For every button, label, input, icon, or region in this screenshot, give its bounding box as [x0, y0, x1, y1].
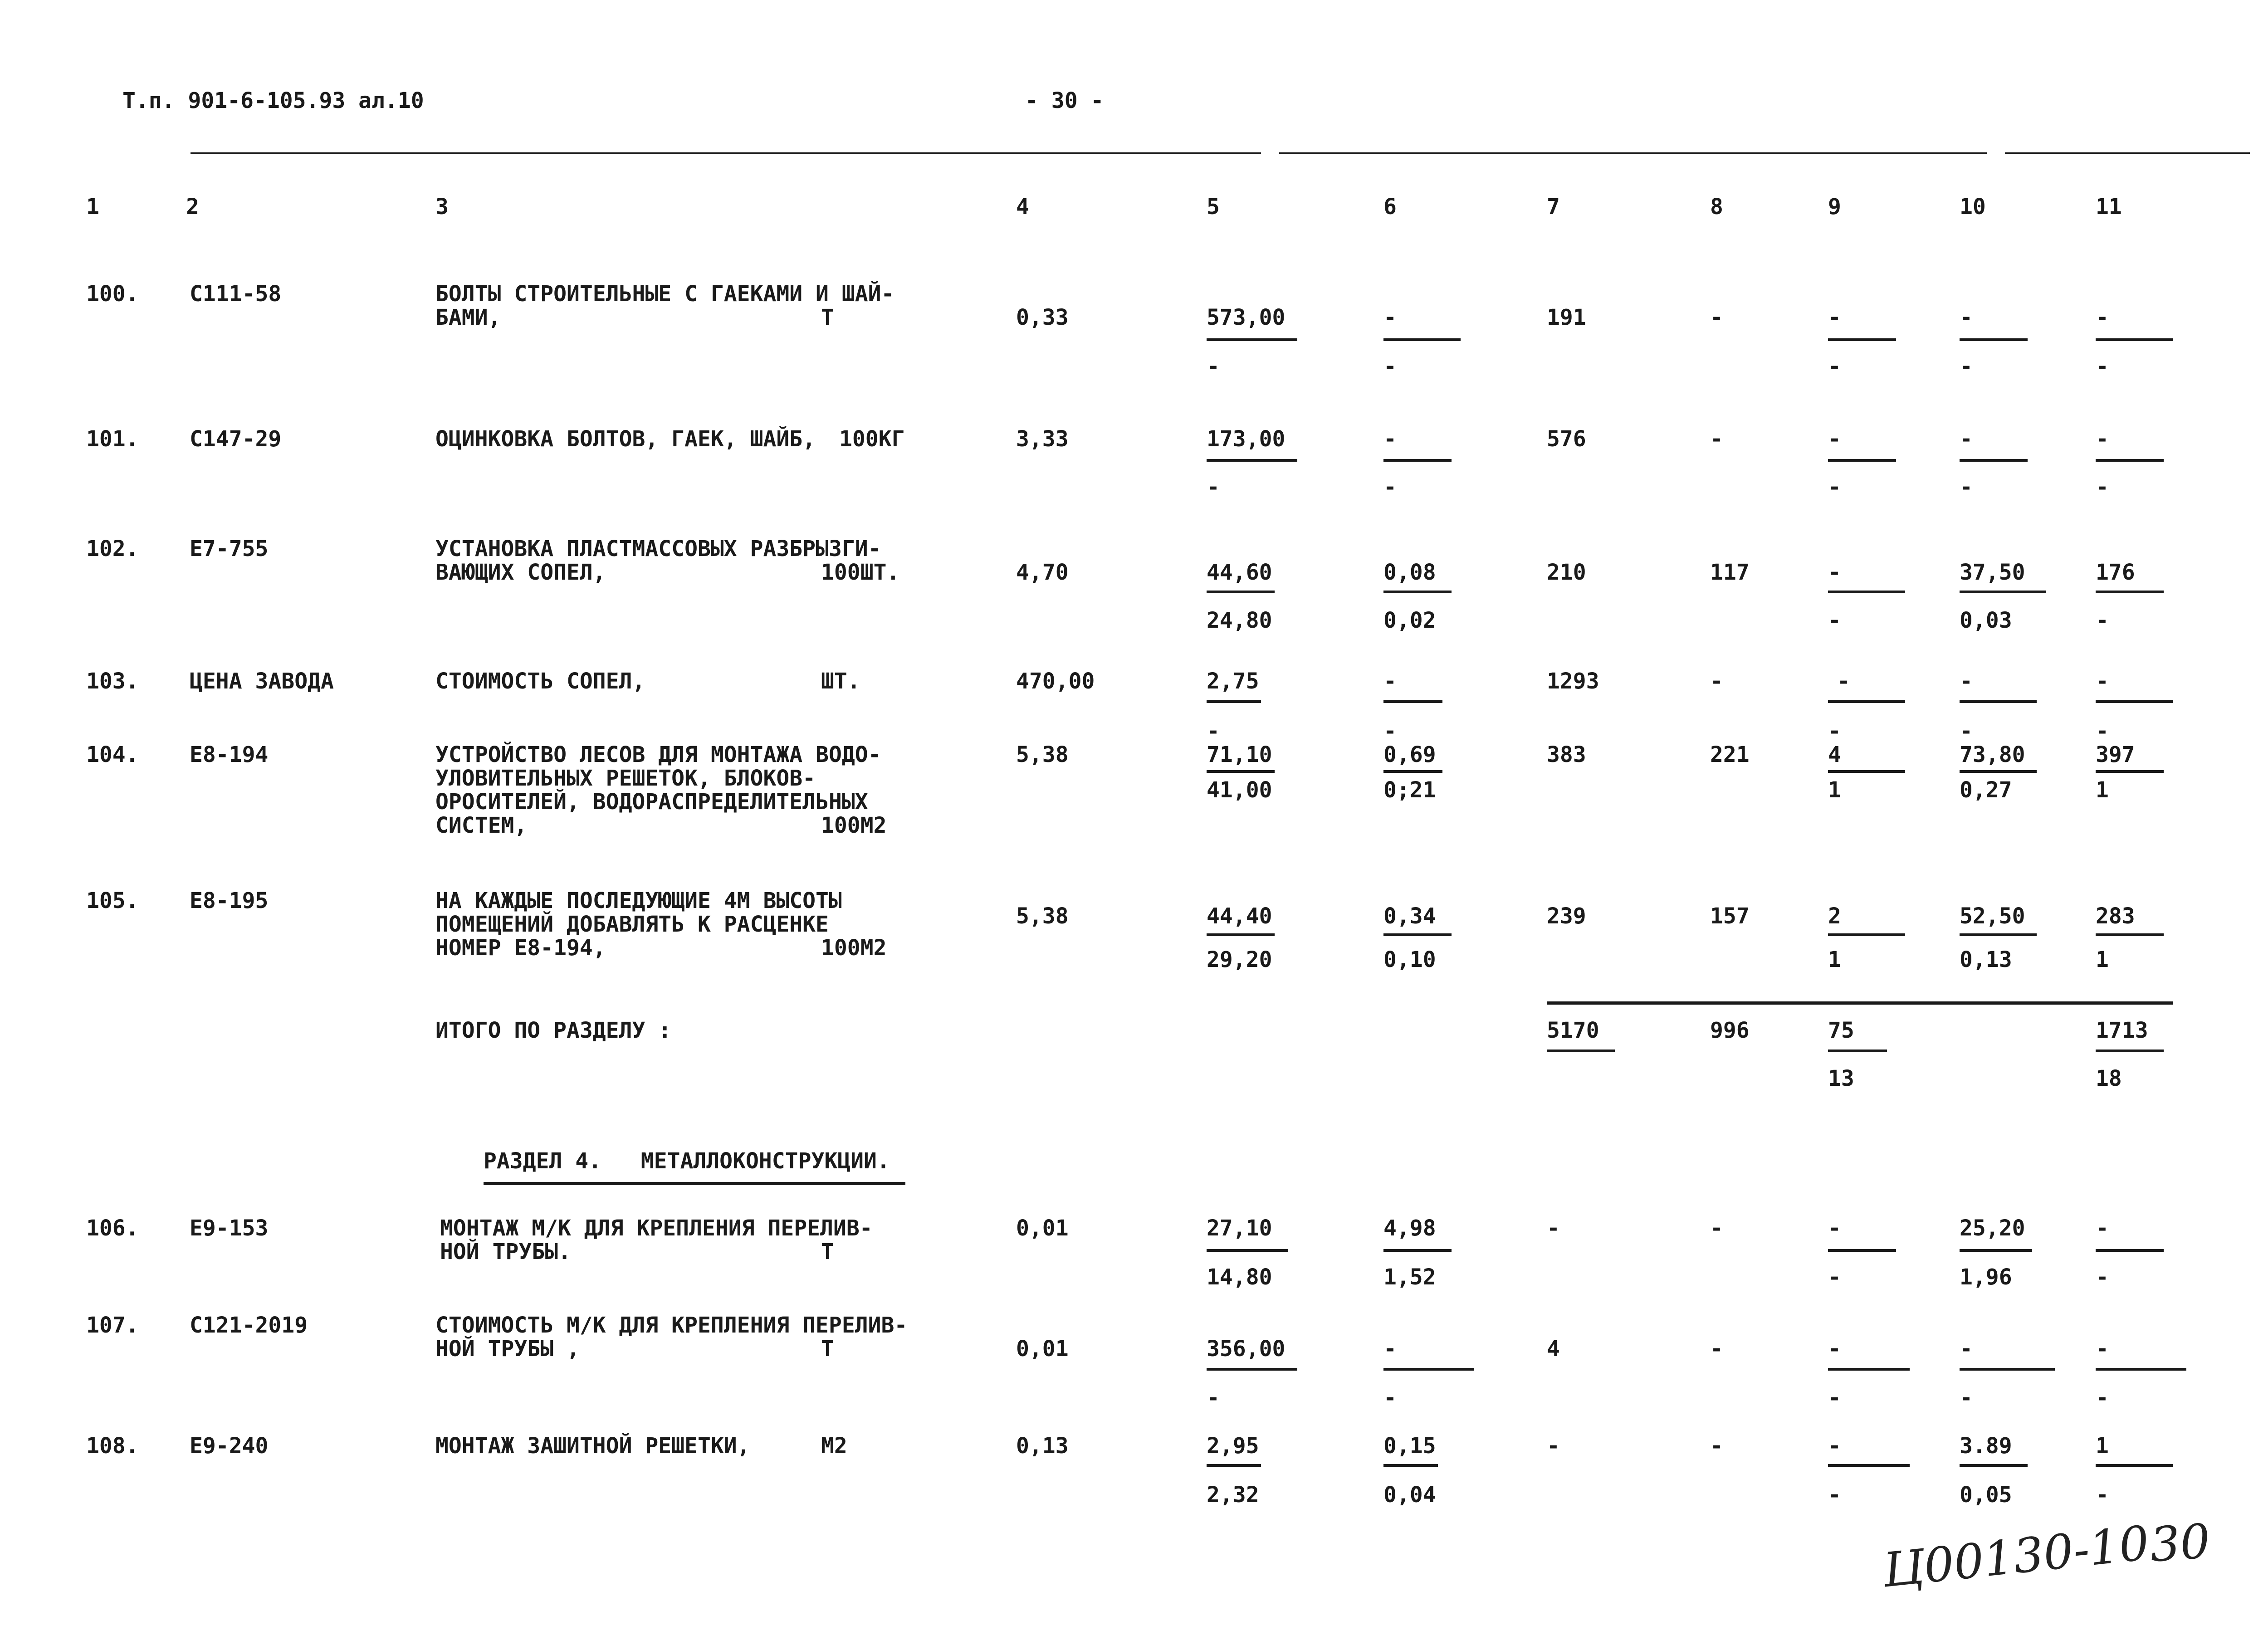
total-cost: 383	[1547, 742, 1586, 767]
unit-cost-wages: 2,32	[1207, 1482, 1259, 1508]
unit: ШТ.	[821, 669, 860, 694]
col-header-1: 1	[86, 194, 99, 220]
col11-top: 283	[2096, 903, 2135, 929]
price-code: Е9-240	[190, 1433, 269, 1459]
col9-bottom: 1	[1828, 947, 1841, 972]
col9-bottom: -	[1828, 1482, 1841, 1508]
unit-cost-total: 71,10	[1207, 742, 1272, 767]
unit-cost-wages: 24,80	[1207, 608, 1272, 633]
description-line: СИСТЕМ,	[435, 813, 528, 838]
machine-cost-wages: 0,02	[1383, 608, 1436, 633]
total-cost: 239	[1547, 903, 1586, 929]
machine-cost: 0,69	[1383, 742, 1436, 767]
section-total-label: ИТОГО ПО РАЗДЕЛУ :	[435, 1018, 672, 1043]
col-header-5: 5	[1207, 194, 1220, 220]
col11-top: -	[2096, 1336, 2109, 1362]
col-header-6: 6	[1383, 194, 1397, 220]
col11-top: -	[2096, 426, 2109, 452]
unit-cost-total: 44,60	[1207, 560, 1272, 585]
unit-cost-total: 2,75	[1207, 669, 1259, 694]
unit-cost-total: 573,00	[1207, 305, 1286, 330]
row-number: 103.	[86, 669, 139, 694]
wages-total: -	[1710, 426, 1723, 452]
col11-top: 176	[2096, 560, 2135, 585]
col9-bottom: 1	[1828, 777, 1841, 803]
description-line: ОРОСИТЕЛЕЙ, ВОДОРАСПРЕДЕЛИТЕЛЬНЫХ	[435, 789, 868, 815]
col10-bottom: 1,96	[1960, 1264, 2012, 1290]
col10-top: 25,20	[1960, 1216, 2025, 1241]
total-cost: 4	[1547, 1336, 1560, 1362]
quantity: 3,33	[1016, 426, 1069, 452]
machine-cost-wages: -	[1383, 474, 1397, 500]
description-line: БАМИ,	[435, 305, 501, 330]
unit-cost-wages: -	[1207, 354, 1220, 379]
col11-top: -	[2096, 669, 2109, 694]
total-cost: 1293	[1547, 669, 1599, 694]
unit: М2	[821, 1433, 847, 1459]
wages-total: -	[1710, 669, 1723, 694]
unit: 100КГ	[839, 426, 905, 452]
col-header-3: 3	[435, 194, 449, 220]
col9-bottom: -	[1828, 354, 1841, 379]
wages-total: -	[1710, 305, 1723, 330]
unit-cost-wages: -	[1207, 718, 1220, 744]
total-cost: 210	[1547, 560, 1586, 585]
col9-top: 2	[1828, 903, 1841, 929]
description-line: НА КАЖДЫЕ ПОСЛЕДУЮЩИЕ 4М ВЫСОТЫ	[435, 888, 842, 913]
unit-cost-total: 27,10	[1207, 1216, 1272, 1241]
wages-total: -	[1710, 1216, 1723, 1241]
row-number: 100.	[86, 281, 139, 307]
col10-top: -	[1960, 305, 1973, 330]
row-number: 108.	[86, 1433, 139, 1459]
unit-cost-wages: -	[1207, 474, 1220, 500]
unit: Т	[821, 1239, 834, 1264]
section-heading: РАЗДЕЛ 4. МЕТАЛЛОКОНСТРУКЦИИ.	[484, 1148, 890, 1174]
wages-total: 221	[1710, 742, 1750, 767]
col9-top: -	[1828, 1336, 1841, 1362]
col-header-4: 4	[1016, 194, 1029, 220]
quantity: 5,38	[1016, 903, 1069, 929]
col11-top: 1	[2096, 1433, 2109, 1459]
row-number: 106.	[86, 1216, 139, 1241]
wages-total: -	[1710, 1336, 1723, 1362]
col11-bottom: -	[2096, 1482, 2109, 1508]
handwritten-archive-code: Ц00130-10	[1880, 1515, 2152, 1598]
col9-top: -	[1828, 1433, 1841, 1459]
machine-cost: -	[1383, 669, 1397, 694]
description-line: СТОИМОСТЬ СОПЕЛ,	[435, 669, 645, 694]
total-cost: -	[1547, 1433, 1560, 1459]
machine-cost: 0,08	[1383, 560, 1436, 585]
machine-cost-wages: -	[1383, 1385, 1397, 1411]
col11-top: -	[2096, 1216, 2109, 1241]
description-line: СТОИМОСТЬ М/К ДЛЯ КРЕПЛЕНИЯ ПЕРЕЛИВ-	[435, 1313, 908, 1338]
section-total-cost: 5170	[1547, 1018, 1599, 1043]
col9-bottom: -	[1828, 608, 1841, 633]
col9-top: -	[1828, 560, 1841, 585]
col10-top: 52,50	[1960, 903, 2025, 929]
description-line: НОЙ ТРУБЫ ,	[435, 1336, 580, 1362]
col11-bottom: 1	[2096, 777, 2109, 803]
machine-cost-wages: 0,04	[1383, 1482, 1436, 1508]
row-number: 105.	[86, 888, 139, 913]
document-reference: Т.п. 901-6-105.93 ал.10	[122, 88, 424, 113]
unit-cost-wages: 14,80	[1207, 1264, 1272, 1290]
col9-top: -	[1837, 669, 1850, 694]
col10-top: -	[1960, 426, 1973, 452]
section-heading-underline	[484, 1182, 905, 1185]
section-total-col9-top: 75	[1828, 1018, 1854, 1043]
machine-cost-wages: -	[1383, 354, 1397, 379]
unit: Т	[821, 1336, 834, 1362]
machine-cost: -	[1383, 1336, 1397, 1362]
section-total-col9-bottom: 13	[1828, 1066, 1854, 1091]
unit-cost-wages: -	[1207, 1385, 1220, 1411]
col9-bottom: -	[1828, 474, 1841, 500]
row-number: 101.	[86, 426, 139, 452]
price-code: Е8-194	[190, 742, 269, 767]
machine-cost-wages: 0,10	[1383, 947, 1436, 972]
col11-bottom: -	[2096, 718, 2109, 744]
machine-cost-wages: -	[1383, 718, 1397, 744]
section-total-col11-bottom: 18	[2096, 1066, 2122, 1091]
wages-total: 157	[1710, 903, 1750, 929]
description-line: ВАЮЩИХ СОПЕЛ,	[435, 560, 606, 585]
unit: Т	[821, 305, 834, 330]
machine-cost: 0,15	[1383, 1433, 1436, 1459]
quantity: 5,38	[1016, 742, 1069, 767]
unit-cost-total: 2,95	[1207, 1433, 1259, 1459]
col9-bottom: -	[1828, 718, 1841, 744]
quantity: 0,01	[1016, 1216, 1069, 1241]
unit: 100М2	[821, 935, 887, 961]
total-rule	[1547, 1001, 2173, 1005]
price-code: С111-58	[190, 281, 282, 307]
col10-bottom: 0,27	[1960, 777, 2012, 803]
machine-cost-wages: 1,52	[1383, 1264, 1436, 1290]
unit-cost-wages: 41,00	[1207, 777, 1272, 803]
col-header-7: 7	[1547, 194, 1560, 220]
description-line: МОНТАЖ ЗАШИТНОЙ РЕШЕТКИ,	[435, 1433, 750, 1459]
col11-bottom: -	[2096, 354, 2109, 379]
col-header-10: 10	[1960, 194, 1986, 220]
col10-bottom: 0,03	[1960, 608, 2012, 633]
price-code: Е8-195	[190, 888, 269, 913]
machine-cost: 4,98	[1383, 1216, 1436, 1241]
price-code: С121-2019	[190, 1313, 308, 1338]
col9-top: -	[1828, 1216, 1841, 1241]
price-code: С147-29	[190, 426, 282, 452]
description-line: УЛОВИТЕЛЬНЫХ РЕШЕТОК, БЛОКОВ-	[435, 766, 816, 791]
col10-top: 37,50	[1960, 560, 2025, 585]
col9-top: -	[1828, 305, 1841, 330]
col-header-8: 8	[1710, 194, 1723, 220]
quantity: 0,13	[1016, 1433, 1069, 1459]
col-header-9: 9	[1828, 194, 1841, 220]
machine-cost: 0,34	[1383, 903, 1436, 929]
col-header-11: 11	[2096, 194, 2122, 220]
col10-top: -	[1960, 1336, 1973, 1362]
quantity: 0,01	[1016, 1336, 1069, 1362]
col11-top: 397	[2096, 742, 2135, 767]
description-line: НОЙ ТРУБЫ.	[440, 1239, 571, 1264]
price-code: Е7-755	[190, 536, 269, 561]
col10-bottom: -	[1960, 718, 1973, 744]
description-line: БОЛТЫ СТРОИТЕЛЬНЫЕ С ГАЕКАМИ И ШАЙ-	[435, 281, 894, 307]
description-line: НОМЕР Е8-194,	[435, 935, 606, 961]
col9-bottom: -	[1828, 1385, 1841, 1411]
row-number: 102.	[86, 536, 139, 561]
machine-cost-wages: 0;21	[1383, 777, 1436, 803]
col10-bottom: -	[1960, 1385, 1973, 1411]
price-code: ЦЕНА ЗАВОДА	[190, 669, 334, 694]
page-number: - 30 -	[1025, 88, 1104, 113]
handwritten-page-number: 30	[2148, 1513, 2212, 1573]
col9-top: 4	[1828, 742, 1841, 767]
description-line: УСТРОЙСТВО ЛЕСОВ ДЛЯ МОНТАЖА ВОДО-	[435, 742, 881, 767]
total-cost: 576	[1547, 426, 1586, 452]
quantity: 4,70	[1016, 560, 1069, 585]
price-code: Е9-153	[190, 1216, 269, 1241]
col11-top: -	[2096, 305, 2109, 330]
col9-top: -	[1828, 426, 1841, 452]
col-header-2: 2	[186, 194, 199, 220]
section-total-wages: 996	[1710, 1018, 1750, 1043]
col10-bottom: -	[1960, 474, 1973, 500]
description-line: МОНТАЖ М/К ДЛЯ КРЕПЛЕНИЯ ПЕРЕЛИВ-	[440, 1216, 873, 1241]
unit-cost-total: 44,40	[1207, 903, 1272, 929]
quantity: 470,00	[1016, 669, 1095, 694]
wages-total: 117	[1710, 560, 1750, 585]
row-number: 104.	[86, 742, 139, 767]
wages-total: -	[1710, 1433, 1723, 1459]
total-cost: 191	[1547, 305, 1586, 330]
col10-top: -	[1960, 669, 1973, 694]
description-line: УСТАНОВКА ПЛАСТМАССОВЫХ РАЗБРЫЗГИ-	[435, 536, 881, 561]
col9-bottom: -	[1828, 1264, 1841, 1290]
unit-cost-total: 173,00	[1207, 426, 1286, 452]
unit: 100М2	[821, 813, 887, 838]
unit: 100ШТ.	[821, 560, 900, 585]
col10-bottom: 0,13	[1960, 947, 2012, 972]
description-line: ПОМЕЩЕНИЙ ДОБАВЛЯТЬ К РАСЦЕНКЕ	[435, 912, 829, 937]
quantity: 0,33	[1016, 305, 1069, 330]
col10-top: 3.89	[1960, 1433, 2012, 1459]
machine-cost: -	[1383, 305, 1397, 330]
col11-bottom: -	[2096, 608, 2109, 633]
unit-cost-wages: 29,20	[1207, 947, 1272, 972]
col11-bottom: -	[2096, 1385, 2109, 1411]
col11-bottom: 1	[2096, 947, 2109, 972]
col10-bottom: -	[1960, 354, 1973, 379]
col10-bottom: 0,05	[1960, 1482, 2012, 1508]
col10-top: 73,80	[1960, 742, 2025, 767]
description-line: ОЦИНКОВКА БОЛТОВ, ГАЕК, ШАЙБ,	[435, 426, 816, 452]
section-total-col11-top: 1713	[2096, 1018, 2148, 1043]
machine-cost: -	[1383, 426, 1397, 452]
row-number: 107.	[86, 1313, 139, 1338]
unit-cost-total: 356,00	[1207, 1336, 1286, 1362]
total-cost: -	[1547, 1216, 1560, 1241]
col11-bottom: -	[2096, 474, 2109, 500]
col11-bottom: -	[2096, 1264, 2109, 1290]
